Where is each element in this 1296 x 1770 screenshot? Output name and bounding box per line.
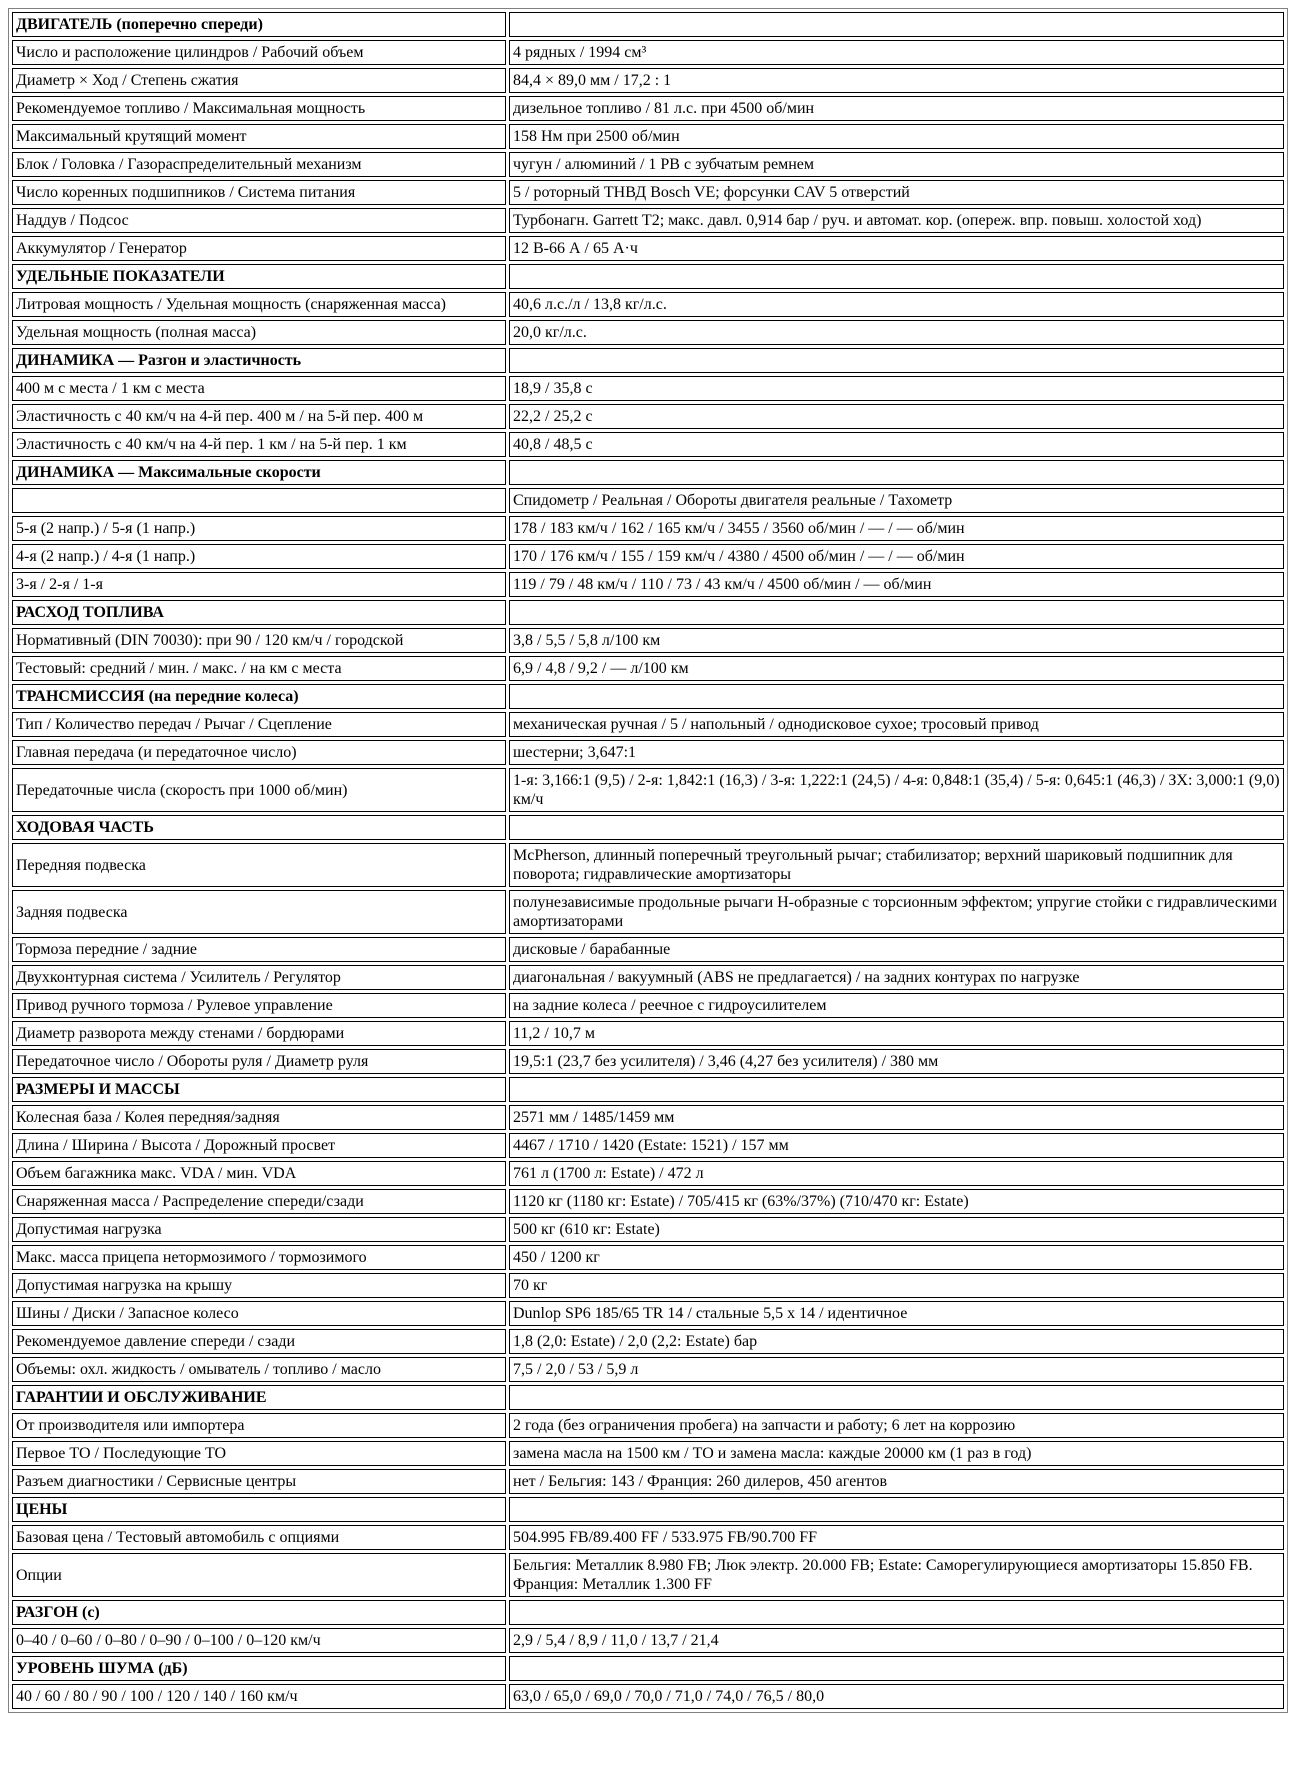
section-title: ДВИГАТЕЛЬ (поперечно спереди) <box>12 12 506 37</box>
section-header-row <box>12 815 1284 840</box>
section-header-row <box>12 1497 1284 1522</box>
spec-value: 119 / 79 / 48 км/ч / 110 / 73 / 43 км/ч / 4500 об/мин / — об/мин <box>509 572 1284 597</box>
spec-row <box>12 96 1284 121</box>
spec-row <box>12 1273 1284 1298</box>
spec-label: Наддув / Подсос <box>12 208 506 233</box>
section-blank-cell <box>509 12 1284 37</box>
spec-label: 0–40 / 0–60 / 0–80 / 0–90 / 0–100 / 0–120 км/ч <box>12 1628 506 1653</box>
spec-row <box>12 1133 1284 1158</box>
section-title: ХОДОВАЯ ЧАСТЬ <box>12 815 506 840</box>
spec-value: 158 Нм при 2500 об/мин <box>509 124 1284 149</box>
section-blank-cell <box>509 460 1284 485</box>
spec-row <box>12 544 1284 569</box>
spec-row <box>12 890 1284 934</box>
section-title: ГАРАНТИИ И ОБСЛУЖИВАНИЕ <box>12 1385 506 1410</box>
spec-label: Допустимая нагрузка <box>12 1217 506 1242</box>
spec-row <box>12 208 1284 233</box>
spec-row <box>12 843 1284 887</box>
spec-value: 504.995 FB/89.400 FF / 533.975 FB/90.700 FF <box>509 1525 1284 1550</box>
spec-row <box>12 180 1284 205</box>
spec-row <box>12 993 1284 1018</box>
spec-row <box>12 1357 1284 1382</box>
section-title: УРОВЕНЬ ШУМА (дБ) <box>12 1656 506 1681</box>
spec-label: Диаметр × Ход / Степень сжатия <box>12 68 506 93</box>
spec-label: Тормоза передние / задние <box>12 937 506 962</box>
spec-label: Удельная мощность (полная масса) <box>12 320 506 345</box>
spec-row <box>12 1021 1284 1046</box>
spec-value: дизельное топливо / 81 л.с. при 4500 об/мин <box>509 96 1284 121</box>
section-title: ДИНАМИКА — Максимальные скорости <box>12 460 506 485</box>
spec-value: 450 / 1200 кг <box>509 1245 1284 1270</box>
section-title: РАСХОД ТОПЛИВА <box>12 600 506 625</box>
spec-row <box>12 1469 1284 1494</box>
spec-value: 1,8 (2,0: Estate) / 2,0 (2,2: Estate) бар <box>509 1329 1284 1354</box>
spec-row <box>12 572 1284 597</box>
spec-row <box>12 1684 1284 1709</box>
spec-label: Макс. масса прицепа нетормозимого / тормозимого <box>12 1245 506 1270</box>
spec-label: От производителя или импортера <box>12 1413 506 1438</box>
spec-label: Рекомендуемое топливо / Максимальная мощность <box>12 96 506 121</box>
spec-label: Базовая цена / Тестовый автомобиль с опциями <box>12 1525 506 1550</box>
spec-label: 5-я (2 напр.) / 5-я (1 напр.) <box>12 516 506 541</box>
spec-table-body <box>12 12 1284 1709</box>
section-blank-cell <box>509 1077 1284 1102</box>
section-title: ЦЕНЫ <box>12 1497 506 1522</box>
spec-label: Максимальный крутящий момент <box>12 124 506 149</box>
spec-value: 63,0 / 65,0 / 69,0 / 70,0 / 71,0 / 74,0 / 76,5 / 80,0 <box>509 1684 1284 1709</box>
spec-row <box>12 937 1284 962</box>
section-blank-cell <box>509 348 1284 373</box>
spec-value: шестерни; 3,647:1 <box>509 740 1284 765</box>
spec-value: 3,8 / 5,5 / 5,8 л/100 км <box>509 628 1284 653</box>
spec-value: Dunlop SP6 185/65 TR 14 / стальные 5,5 х 14 / идентичное <box>509 1301 1284 1326</box>
spec-label: Объем багажника макс. VDA / мин. VDA <box>12 1161 506 1186</box>
section-header-row <box>12 1656 1284 1681</box>
spec-value: 2,9 / 5,4 / 8,9 / 11,0 / 13,7 / 21,4 <box>509 1628 1284 1653</box>
spec-label: Тестовый: средний / мин. / макс. / на км с места <box>12 656 506 681</box>
spec-label <box>12 488 506 513</box>
spec-value: Бельгия: Металлик 8.980 FB; Люк электр. 20.000 FB; Estate: Саморегулирующиеся амортизаторы 15.850 FB. Франция: Металлик 1.300 FF <box>509 1553 1284 1597</box>
spec-value: 2571 мм / 1485/1459 мм <box>509 1105 1284 1130</box>
section-blank-cell <box>509 264 1284 289</box>
spec-label: Аккумулятор / Генератор <box>12 236 506 261</box>
section-blank-cell <box>509 600 1284 625</box>
spec-row <box>12 1161 1284 1186</box>
spec-label: Рекомендуемое давление спереди / сзади <box>12 1329 506 1354</box>
section-header-row <box>12 1385 1284 1410</box>
spec-table <box>8 8 1288 1713</box>
spec-value: полунезависимые продольные рычаги Н-образные с торсионным эффектом; упругие стойки с гидравлическими амортизаторами <box>509 890 1284 934</box>
spec-value: 4 рядных / 1994 см³ <box>509 40 1284 65</box>
spec-label: Блок / Головка / Газораспределительный механизм <box>12 152 506 177</box>
spec-label: Передняя подвеска <box>12 843 506 887</box>
spec-value: 4467 / 1710 / 1420 (Estate: 1521) / 157 мм <box>509 1133 1284 1158</box>
spec-label: Опции <box>12 1553 506 1597</box>
section-header-row <box>12 460 1284 485</box>
section-title: РАЗМЕРЫ И МАССЫ <box>12 1077 506 1102</box>
spec-value: диагональная / вакуумный (ABS не предлагается) / на задних контурах по нагрузке <box>509 965 1284 990</box>
spec-row <box>12 1329 1284 1354</box>
spec-label: Диаметр разворота между стенами / бордюрами <box>12 1021 506 1046</box>
spec-value: 70 кг <box>509 1273 1284 1298</box>
section-blank-cell <box>509 1385 1284 1410</box>
spec-label: Первое ТО / Последующие ТО <box>12 1441 506 1466</box>
spec-row <box>12 68 1284 93</box>
spec-value: 19,5:1 (23,7 без усилителя) / 3,46 (4,27 без усилителя) / 380 мм <box>509 1049 1284 1074</box>
spec-value: 12 В-66 А / 65 А·ч <box>509 236 1284 261</box>
spec-label: Допустимая нагрузка на крышу <box>12 1273 506 1298</box>
spec-value: 178 / 183 км/ч / 162 / 165 км/ч / 3455 / 3560 об/мин / — / — об/мин <box>509 516 1284 541</box>
spec-label: Эластичность с 40 км/ч на 4-й пер. 400 м / на 5-й пер. 400 м <box>12 404 506 429</box>
section-header-row <box>12 600 1284 625</box>
spec-value: замена масла на 1500 км / ТО и замена масла: каждые 20000 км (1 раз в год) <box>509 1441 1284 1466</box>
section-header-row <box>12 12 1284 37</box>
spec-value: дисковые / барабанные <box>509 937 1284 962</box>
spec-row <box>12 1049 1284 1074</box>
spec-value: Турбонагн. Garrett T2; макс. давл. 0,914 бар / руч. и автомат. кор. (опереж. впр. повыш. холостой ход) <box>509 208 1284 233</box>
spec-row <box>12 740 1284 765</box>
spec-value: 761 л (1700 л: Estate) / 472 л <box>509 1161 1284 1186</box>
section-title: ДИНАМИКА — Разгон и эластичность <box>12 348 506 373</box>
section-header-row <box>12 1077 1284 1102</box>
section-blank-cell <box>509 1497 1284 1522</box>
spec-label: 3-я / 2-я / 1-я <box>12 572 506 597</box>
spec-value: 500 кг (610 кг: Estate) <box>509 1217 1284 1242</box>
spec-value: 40,8 / 48,5 с <box>509 432 1284 457</box>
section-blank-cell <box>509 684 1284 709</box>
spec-row <box>12 1413 1284 1438</box>
spec-label: Число коренных подшипников / Система питания <box>12 180 506 205</box>
spec-row <box>12 292 1284 317</box>
spec-value: 18,9 / 35,8 с <box>509 376 1284 401</box>
spec-row <box>12 488 1284 513</box>
spec-value: Спидометр / Реальная / Обороты двигателя реальные / Тахометр <box>509 488 1284 513</box>
spec-row <box>12 1628 1284 1653</box>
spec-row <box>12 656 1284 681</box>
spec-value: 84,4 × 89,0 мм / 17,2 : 1 <box>509 68 1284 93</box>
spec-label: Длина / Ширина / Высота / Дорожный просвет <box>12 1133 506 1158</box>
spec-label: Привод ручного тормоза / Рулевое управление <box>12 993 506 1018</box>
spec-row <box>12 1245 1284 1270</box>
spec-row <box>12 40 1284 65</box>
spec-value: 22,2 / 25,2 с <box>509 404 1284 429</box>
spec-value: 5 / роторный ТНВД Bosch VE; форсунки CAV 5 отверстий <box>509 180 1284 205</box>
spec-label: Разъем диагностики / Сервисные центры <box>12 1469 506 1494</box>
section-title: УДЕЛЬНЫЕ ПОКАЗАТЕЛИ <box>12 264 506 289</box>
spec-label: Снаряженная масса / Распределение спереди/сзади <box>12 1189 506 1214</box>
spec-row <box>12 432 1284 457</box>
spec-label: Главная передача (и передаточное число) <box>12 740 506 765</box>
spec-row <box>12 965 1284 990</box>
spec-label: 4-я (2 напр.) / 4-я (1 напр.) <box>12 544 506 569</box>
spec-label: Литровая мощность / Удельная мощность (снаряженная масса) <box>12 292 506 317</box>
section-title: ТРАНСМИССИЯ (на передние колеса) <box>12 684 506 709</box>
spec-value: 6,9 / 4,8 / 9,2 / — л/100 км <box>509 656 1284 681</box>
spec-row <box>12 1189 1284 1214</box>
spec-value: нет / Бельгия: 143 / Франция: 260 дилеров, 450 агентов <box>509 1469 1284 1494</box>
spec-label: Тип / Количество передач / Рычаг / Сцепление <box>12 712 506 737</box>
spec-row <box>12 152 1284 177</box>
spec-label: Колесная база / Колея передняя/задняя <box>12 1105 506 1130</box>
section-header-row <box>12 1600 1284 1625</box>
spec-row <box>12 1105 1284 1130</box>
spec-row <box>12 1301 1284 1326</box>
spec-row <box>12 516 1284 541</box>
spec-value: на задние колеса / реечное с гидроусилителем <box>509 993 1284 1018</box>
spec-label: Двухконтурная система / Усилитель / Регулятор <box>12 965 506 990</box>
spec-label: 40 / 60 / 80 / 90 / 100 / 120 / 140 / 160 км/ч <box>12 1684 506 1709</box>
spec-label: Передаточное число / Обороты руля / Диаметр руля <box>12 1049 506 1074</box>
spec-value: 11,2 / 10,7 м <box>509 1021 1284 1046</box>
spec-row <box>12 1441 1284 1466</box>
spec-value: чугун / алюминий / 1 РВ с зубчатым ремнем <box>509 152 1284 177</box>
spec-row <box>12 404 1284 429</box>
section-blank-cell <box>509 1600 1284 1625</box>
section-title: РАЗГОН (с) <box>12 1600 506 1625</box>
spec-row <box>12 236 1284 261</box>
spec-value: 1-я: 3,166:1 (9,5) / 2-я: 1,842:1 (16,3) / 3-я: 1,222:1 (24,5) / 4-я: 0,848:1 (35,4) / 5-я: 0,645:1 (46,3) / ЗХ: 3,000:1 (9,0) км/ч <box>509 768 1284 812</box>
spec-label: Число и расположение цилиндров / Рабочий объем <box>12 40 506 65</box>
spec-value: 7,5 / 2,0 / 53 / 5,9 л <box>509 1357 1284 1382</box>
spec-row <box>12 712 1284 737</box>
spec-label: Эластичность с 40 км/ч на 4-й пер. 1 км / на 5-й пер. 1 км <box>12 432 506 457</box>
spec-value: 20,0 кг/л.с. <box>509 320 1284 345</box>
spec-label: Нормативный (DIN 70030): при 90 / 120 км/ч / городской <box>12 628 506 653</box>
spec-row <box>12 376 1284 401</box>
spec-value: 1120 кг (1180 кг: Estate) / 705/415 кг (63%/37%) (710/470 кг: Estate) <box>509 1189 1284 1214</box>
spec-row <box>12 1525 1284 1550</box>
spec-label: Шины / Диски / Запасное колесо <box>12 1301 506 1326</box>
spec-label: Объемы: охл. жидкость / омыватель / топливо / масло <box>12 1357 506 1382</box>
spec-value: механическая ручная / 5 / напольный / однодисковое сухое; тросовый привод <box>509 712 1284 737</box>
spec-row <box>12 768 1284 812</box>
section-blank-cell <box>509 1656 1284 1681</box>
spec-row <box>12 124 1284 149</box>
section-header-row <box>12 348 1284 373</box>
spec-label: Задняя подвеска <box>12 890 506 934</box>
spec-row <box>12 1553 1284 1597</box>
spec-label: Передаточные числа (скорость при 1000 об/мин) <box>12 768 506 812</box>
spec-value: 2 года (без ограничения пробега) на запчасти и работу; 6 лет на коррозию <box>509 1413 1284 1438</box>
section-header-row <box>12 684 1284 709</box>
spec-value: McPherson, длинный поперечный треугольный рычаг; стабилизатор; верхний шариковый подшипник для поворота; гидравлические амортизаторы <box>509 843 1284 887</box>
spec-value: 170 / 176 км/ч / 155 / 159 км/ч / 4380 / 4500 об/мин / — / — об/мин <box>509 544 1284 569</box>
spec-label: 400 м с места / 1 км с места <box>12 376 506 401</box>
spec-row <box>12 628 1284 653</box>
spec-row <box>12 320 1284 345</box>
spec-row <box>12 1217 1284 1242</box>
section-blank-cell <box>509 815 1284 840</box>
section-header-row <box>12 264 1284 289</box>
spec-value: 40,6 л.с./л / 13,8 кг/л.с. <box>509 292 1284 317</box>
